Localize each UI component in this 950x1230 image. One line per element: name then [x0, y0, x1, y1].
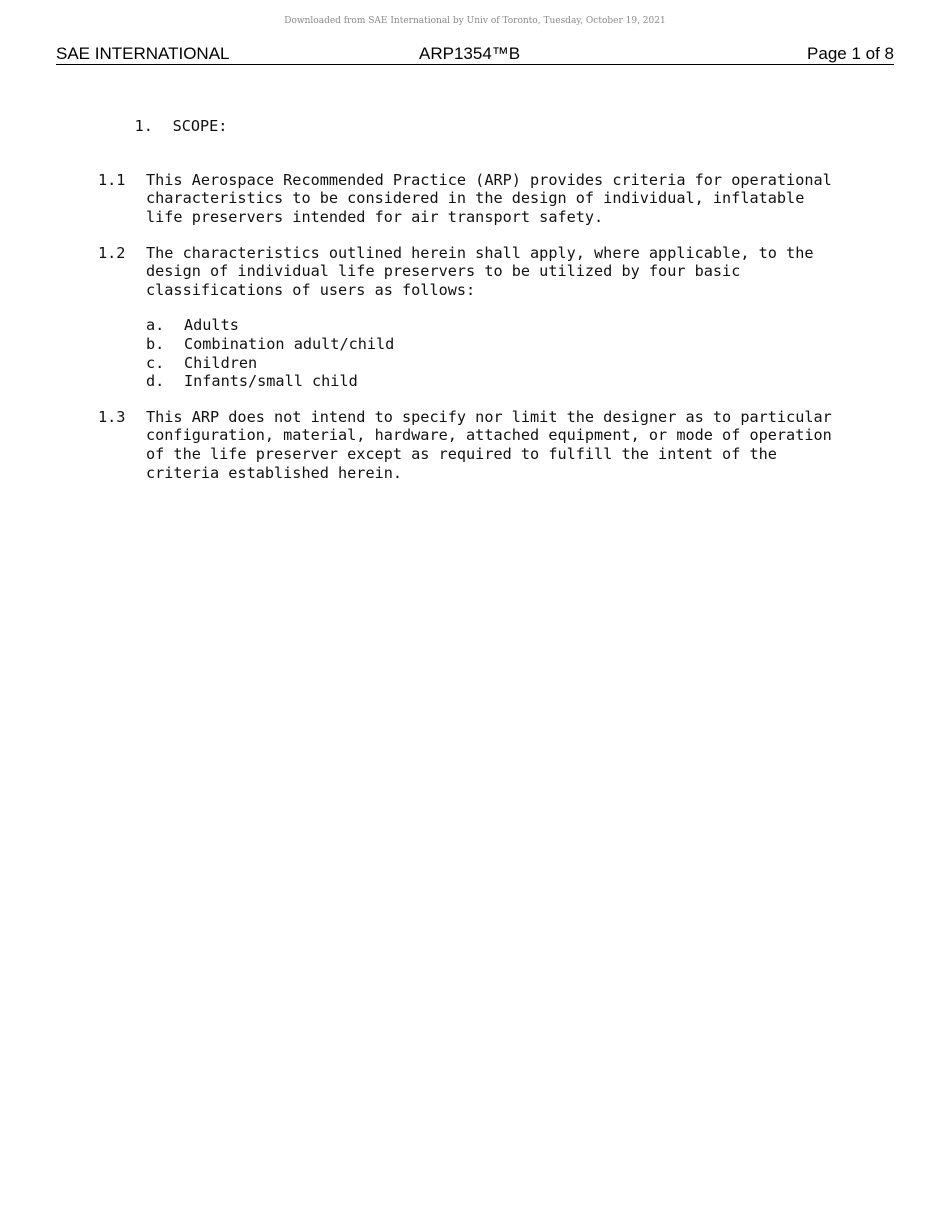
list-item-text: Adults	[184, 316, 239, 335]
download-note: Downloaded from SAE International by Univ of Toronto, Tuesday, October 19, 2021	[284, 16, 666, 26]
paragraph-number: 1.2	[98, 243, 126, 262]
header-page-number: Page 1 of 8	[807, 44, 894, 63]
header-document-number: ARP1354™B	[419, 44, 521, 63]
list-item-letter: c.	[146, 353, 165, 372]
list-item	[146, 335, 878, 354]
paragraph-1-1	[98, 171, 878, 227]
paragraph-1-2	[98, 244, 878, 300]
document-body	[98, 98, 878, 499]
paragraph-number: 1.1	[98, 170, 126, 189]
paragraph-text: The characteristics outlined herein shall apply, where applicable, to the design of individual life preservers to be utilized by four basic classifications of users as follows:	[146, 243, 814, 299]
list-item	[146, 316, 878, 335]
section-number: 1.	[134, 116, 153, 135]
paragraph-text: This Aerospace Recommended Practice (ARP) provides criteria for operational characteristics to be considered in the design of individual, inflatable life preservers intended for air transport safety.	[146, 170, 832, 226]
list-item	[146, 372, 878, 391]
page-header	[56, 44, 894, 65]
list-item-letter: b.	[146, 334, 165, 353]
list-item-text: Infants/small child	[184, 372, 358, 391]
section-heading	[98, 98, 878, 154]
paragraph-number: 1.3	[98, 407, 126, 426]
user-classifications-list	[146, 316, 878, 390]
header-organization: SAE INTERNATIONAL	[56, 44, 230, 63]
paragraph-1-3	[98, 408, 878, 482]
list-item-text: Children	[184, 353, 258, 372]
list-item-text: Combination adult/child	[184, 334, 395, 353]
list-item	[146, 354, 878, 373]
list-item-letter: a.	[146, 316, 165, 335]
paragraph-text: This ARP does not intend to specify nor limit the designer as to particular configuration, material, hardware, attached equipment, or mode of operation of the life preserver except as required to fulfill the intent of the criteria established herein.	[146, 407, 832, 482]
section-title: SCOPE:	[172, 116, 228, 135]
list-item-letter: d.	[146, 372, 165, 391]
